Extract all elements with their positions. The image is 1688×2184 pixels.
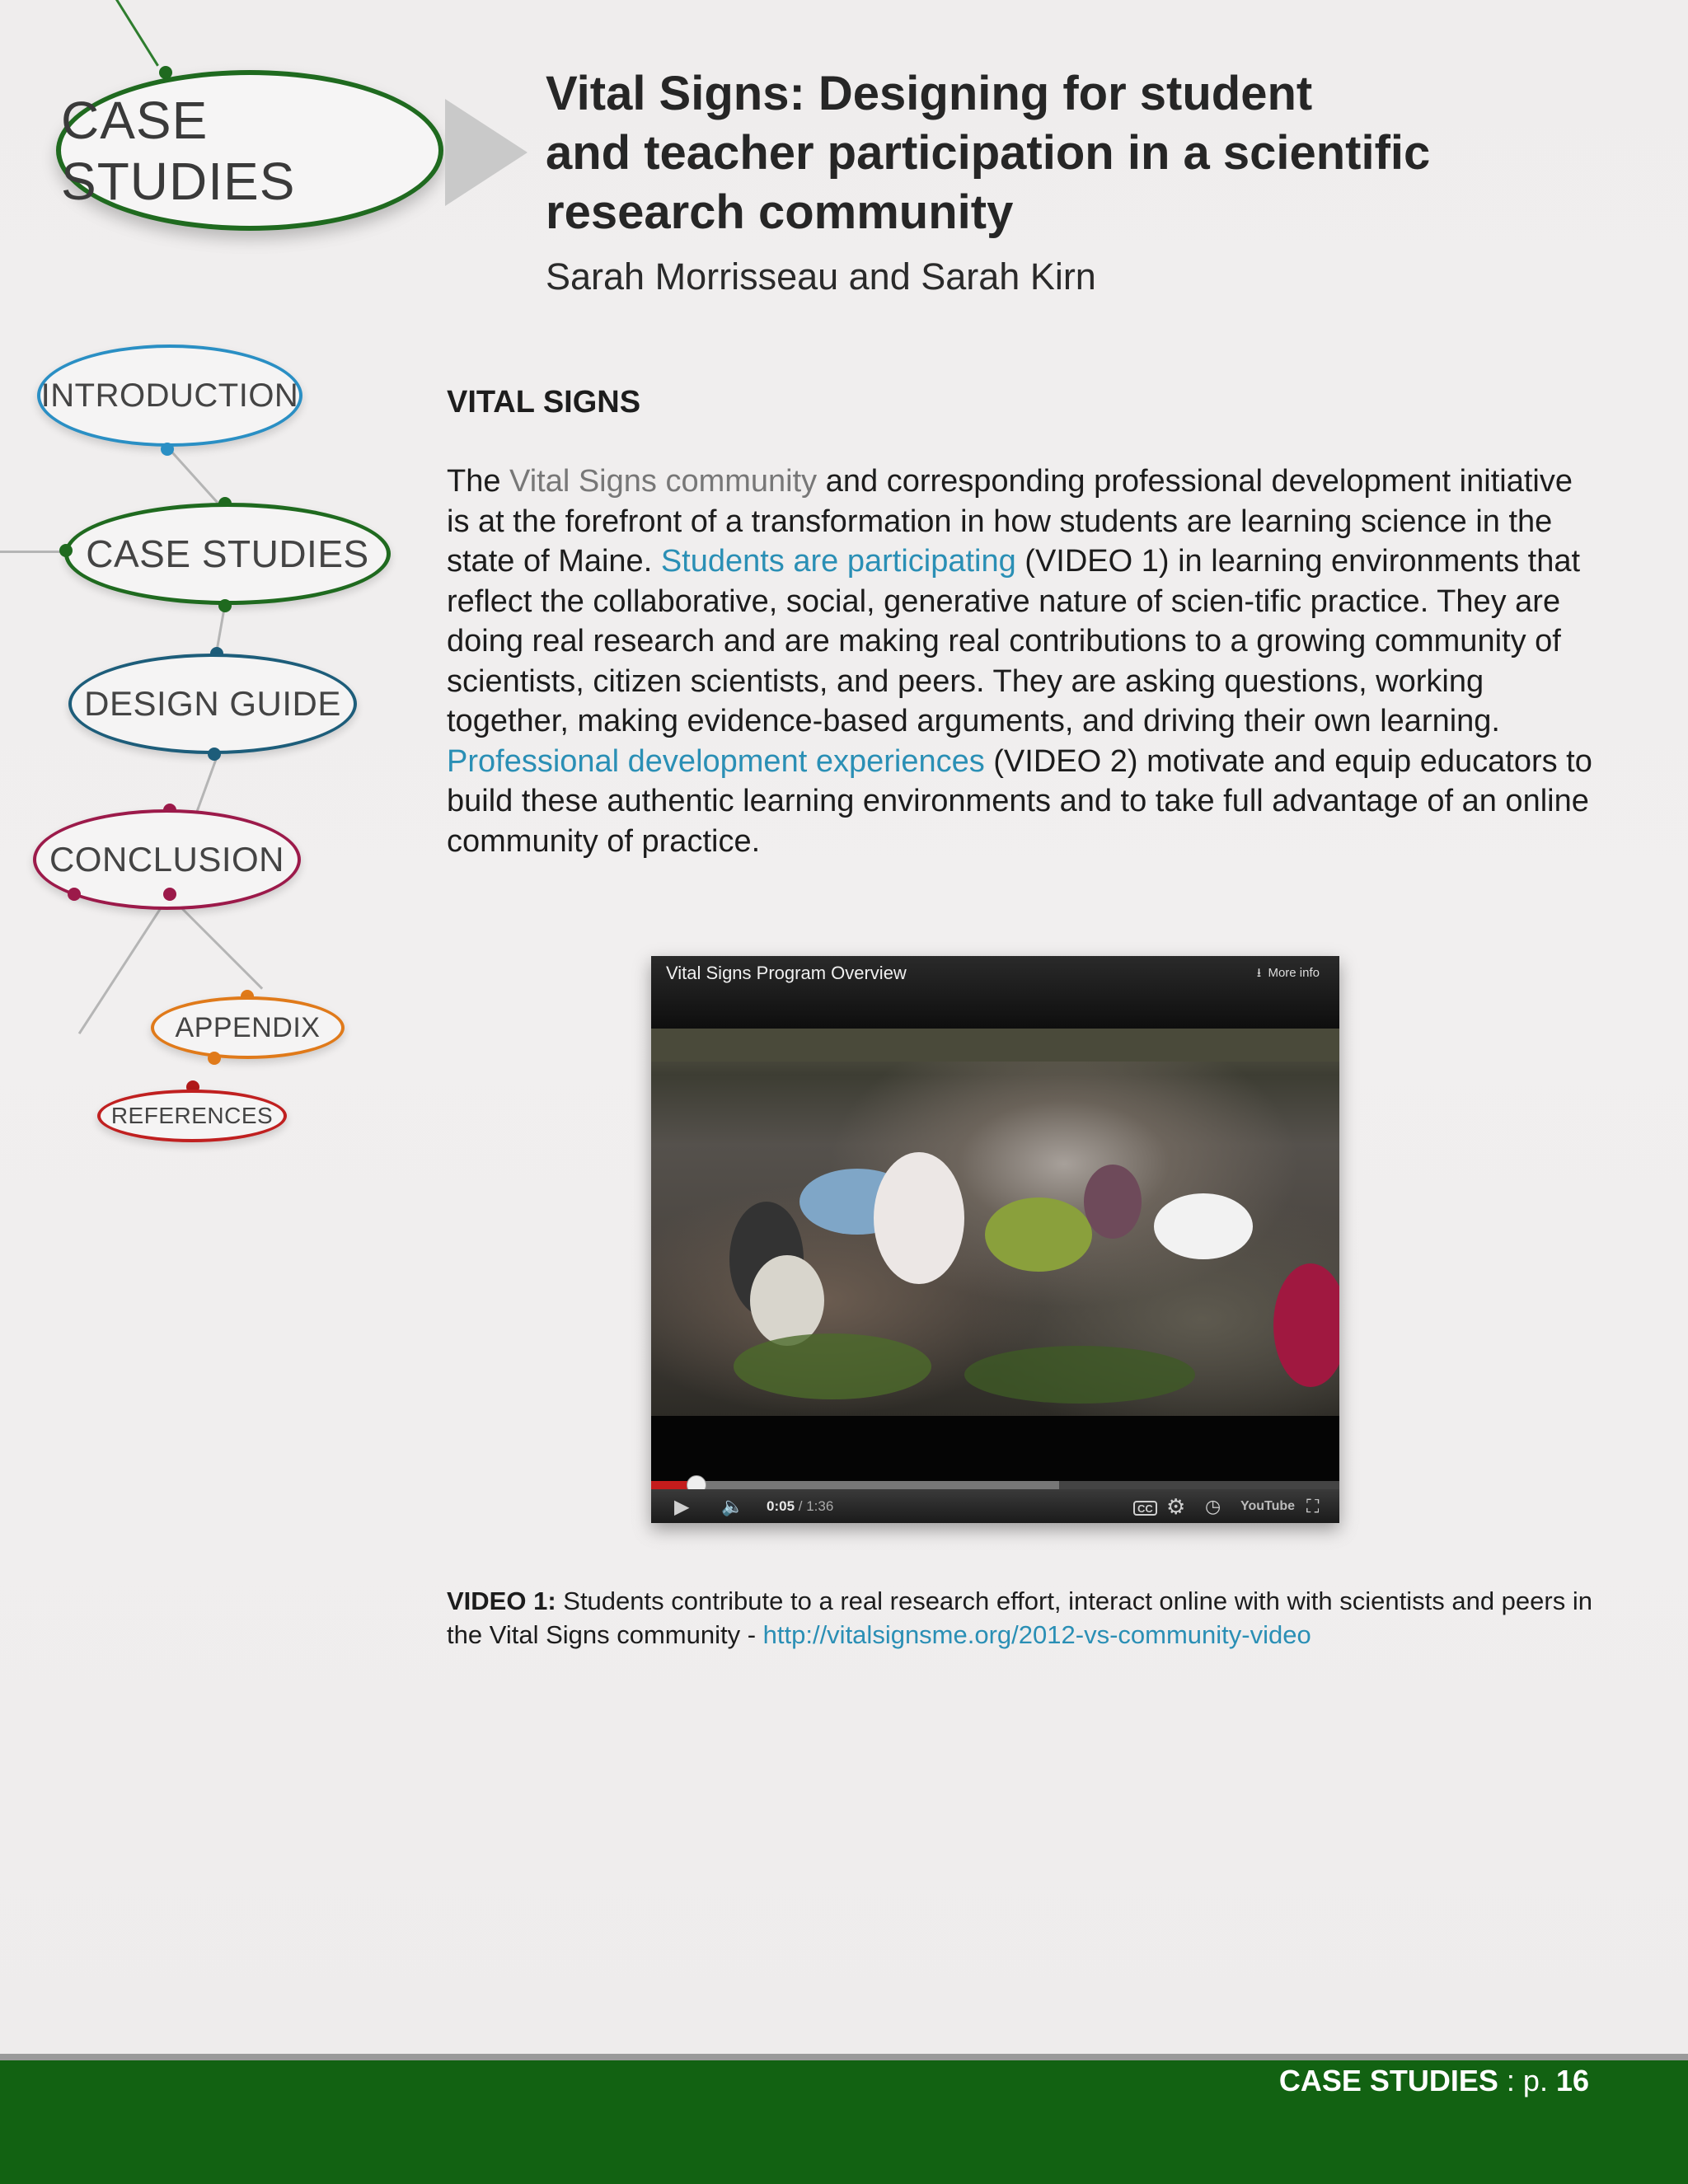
text-run: and corresponding professional development initiative is at the forefront of a transformation in how students are learning science in the state of Maine. <box>447 464 1573 579</box>
badge-top-line <box>115 0 159 67</box>
caption-url-link[interactable]: http://vitalsignsme.org/2012-vs-community-video <box>762 1620 1311 1649</box>
more-info-label: More info <box>1268 966 1320 980</box>
page-number: 16 <box>1555 2064 1589 2097</box>
vital-signs-community-link[interactable]: Vital Signs community <box>509 464 818 499</box>
badge-label: CASE STUDIES <box>61 90 296 211</box>
video-frame[interactable] <box>651 1029 1339 1416</box>
nav-label: DESIGN GUIDE <box>84 684 341 723</box>
section-heading: VITAL SIGNS <box>447 385 641 419</box>
nav-label: APPENDIX <box>175 1011 321 1043</box>
nav-dot <box>218 599 232 612</box>
volume-icon[interactable]: 🔈 <box>721 1496 744 1516</box>
page-footer-label <box>1279 2060 1589 2102</box>
current-time: 0:05 <box>767 1498 795 1514</box>
nav-label: INTRODUCTION <box>40 377 299 414</box>
nav-item-references[interactable] <box>97 1090 287 1142</box>
nav-item-design-guide[interactable] <box>68 654 357 754</box>
nav-dot <box>208 1052 221 1065</box>
caption-label: VIDEO 1: <box>447 1586 556 1615</box>
video-caption <box>447 1584 1617 1652</box>
video-title[interactable]: Vital Signs Program Overview <box>666 963 907 983</box>
nav-item-case-studies[interactable] <box>64 503 391 605</box>
watch-later-icon[interactable]: ◷ <box>1205 1496 1221 1516</box>
nav-connector <box>78 895 170 1034</box>
badge-top-dot <box>159 66 172 79</box>
time-display <box>767 1498 833 1515</box>
video-title-bar <box>651 956 1339 1029</box>
nav-dot <box>163 888 176 901</box>
title-line-1: Vital Signs: Designing for student <box>546 67 1313 120</box>
professional-development-link[interactable]: Professional development experiences <box>447 743 985 779</box>
text-run: (VIDEO 1) in learning environments that reflect the collaborative, social, generative nature of scien-tific practice. They are doing real research and are making real contributions to a growing community of scientists, citizen scientists, and peers. They are asking questions, working together, making evidence-based arguments, and driving their own learning. <box>447 544 1581 738</box>
nav-connector <box>195 759 217 816</box>
nav-label: CASE STUDIES <box>86 532 369 575</box>
more-info-button[interactable] <box>1257 964 1320 985</box>
nav-dot <box>59 544 73 557</box>
chevron-down-icon: ⭳ <box>1256 966 1268 980</box>
youtube-logo-icon[interactable]: YouTube <box>1240 1499 1296 1513</box>
nav-label: REFERENCES <box>110 1103 274 1128</box>
text-run: The <box>447 464 510 499</box>
video-player[interactable] <box>651 956 1339 1523</box>
nav-connector <box>168 448 225 510</box>
footer-section: CASE STUDIES <box>1278 2064 1498 2097</box>
control-bar <box>651 1489 1339 1523</box>
title-line-2: and teacher participation in a scientific <box>546 126 1431 180</box>
fullscreen-icon[interactable]: ⛶ <box>1306 1496 1320 1516</box>
authors: Sarah Morrisseau and Sarah Kirn <box>546 255 1096 298</box>
badge-arrow-icon <box>445 99 528 206</box>
nav-dot <box>208 748 221 761</box>
nav-connector <box>0 551 66 553</box>
text-run: (VIDEO 2) motivate and equip educators to build these authentic learning environments and to take full advantage of an online community of practice. <box>447 743 1592 859</box>
nav-dot <box>68 888 81 901</box>
page-title <box>546 64 1617 242</box>
footer-separator: : p. <box>1498 2064 1556 2097</box>
cc-icon[interactable]: CC <box>1133 1501 1157 1516</box>
body-paragraph <box>447 462 1601 861</box>
students-participating-link[interactable]: Students are participating <box>660 544 1016 579</box>
play-icon[interactable]: ▶ <box>674 1495 690 1518</box>
nav-dot <box>161 443 174 456</box>
case-studies-badge <box>56 70 443 231</box>
settings-gear-icon[interactable]: ⚙ <box>1166 1493 1186 1519</box>
nav-item-introduction[interactable] <box>37 344 302 447</box>
footer-divider <box>0 2054 1688 2060</box>
nav-item-appendix[interactable] <box>151 996 345 1059</box>
nav-label: CONCLUSION <box>49 840 285 879</box>
video-thumbnail <box>651 1029 1339 1416</box>
caption-text: Students contribute to a real research effort, interact online with with scientists and peers in the Vital Signs community - <box>447 1586 1592 1649</box>
title-line-3: research community <box>546 185 1014 239</box>
progress-buffer <box>651 1481 1059 1489</box>
duration: / 1:36 <box>798 1498 834 1514</box>
